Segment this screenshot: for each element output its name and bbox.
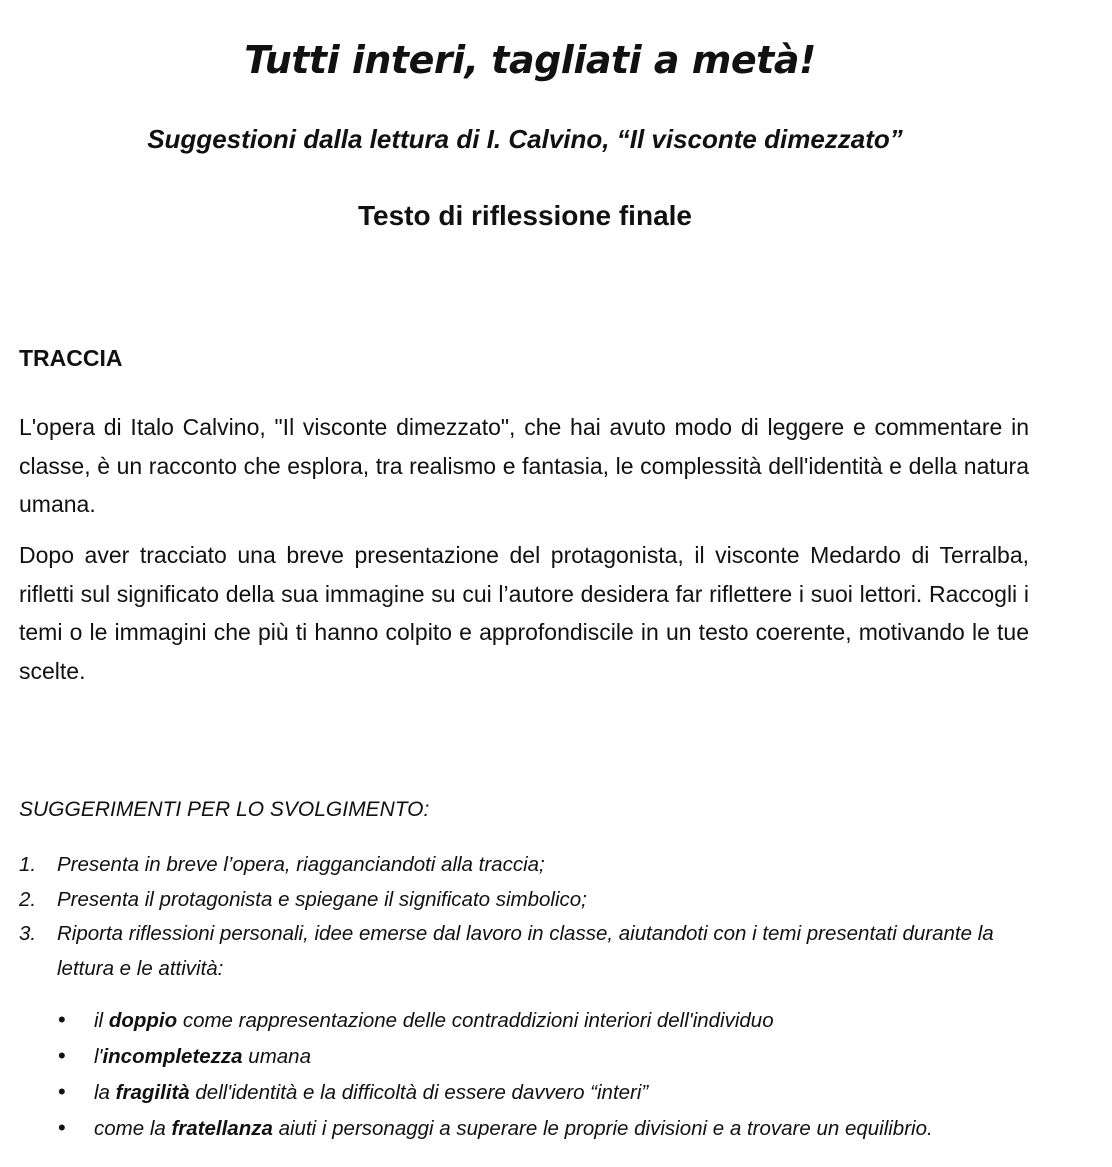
bullet-list-item bbox=[58, 1038, 1058, 1074]
traccia-label: TRACCIA bbox=[19, 345, 123, 371]
bullet-keyword: fratellanza bbox=[171, 1117, 273, 1140]
numbered-list-item bbox=[19, 848, 1029, 883]
suggestions-title: SUGGERIMENTI PER LO SVOLGIMENTO: bbox=[19, 798, 430, 821]
bullet-text-post: dell'identità e la difficoltà di essere davvero “interi” bbox=[189, 1081, 649, 1104]
bullet-icon: • bbox=[58, 1115, 66, 1140]
bullet-icon: • bbox=[58, 1079, 66, 1104]
bullet-text bbox=[94, 1003, 774, 1038]
bullet-text bbox=[94, 1111, 933, 1146]
bullet-icon: • bbox=[58, 1043, 66, 1068]
bullet-keyword: incompletezza bbox=[102, 1045, 243, 1068]
list-number: 1. bbox=[19, 853, 37, 876]
bullet-list-item bbox=[58, 1074, 1058, 1110]
bullet-list-item bbox=[58, 1110, 1058, 1146]
list-number: 3. bbox=[19, 922, 37, 945]
numbered-list-item bbox=[19, 883, 1029, 918]
bullet-text bbox=[94, 1039, 311, 1074]
bullet-text-post: come rappresentazione delle contraddizioni interiori dell'individuo bbox=[177, 1009, 774, 1032]
bullet-keyword: doppio bbox=[108, 1009, 178, 1032]
paragraph-intro: L'opera di Italo Calvino, "Il visconte dimezzato", che hai avuto modo di leggere e commentare in classe, è un racconto che esplora, tra realismo e fantasia, le complessità dell'identità e della natura umana. bbox=[19, 414, 1029, 517]
document-subtitle: Suggestioni dalla lettura di I. Calvino, “Il visconte dimezzato” bbox=[147, 124, 903, 154]
bullet-list bbox=[58, 1002, 1058, 1146]
bullet-text-post: aiuti i personaggi a superare le proprie divisioni e a trovare un equilibrio. bbox=[272, 1117, 933, 1140]
paragraph-instructions: Dopo aver tracciato una breve presentazione del protagonista, il visconte Medardo di Terralba, rifletti sul significato della sua immagine su cui l’autore desidera far riflettere i suoi lettori. Raccogli i temi o le immagini che più ti hanno colpito e approfondiscile in un testo coerente, motivando le tue scelte. bbox=[19, 542, 1029, 684]
bullet-list-item bbox=[58, 1002, 1058, 1038]
section-heading: Testo di riflessione finale bbox=[357, 200, 692, 231]
list-number: 2. bbox=[19, 887, 37, 911]
document-title: Tutti interi, tagliati a metà! bbox=[244, 38, 816, 82]
bullet-icon: • bbox=[58, 1007, 66, 1032]
list-item-text: Presenta in breve l’opera, riagganciandoti alla traccia; bbox=[57, 853, 545, 876]
bullet-keyword: fragilità bbox=[115, 1081, 190, 1104]
bullet-text-pre: la bbox=[94, 1081, 116, 1104]
bullet-text-post: umana bbox=[242, 1045, 311, 1068]
numbered-list bbox=[19, 848, 1029, 986]
list-item-text: Presenta il protagonista e spiegane il significato simbolico; bbox=[57, 887, 587, 911]
numbered-list-item bbox=[19, 917, 1029, 986]
bullet-text-pre: come la bbox=[94, 1117, 172, 1140]
bullet-text bbox=[94, 1075, 648, 1110]
list-item-text: Riporta riflessioni personali, idee emerse dal lavoro in classe, aiutandoti con i temi presentati durante la lettura e le attività: bbox=[57, 922, 994, 980]
bullet-text-pre: l' bbox=[94, 1045, 103, 1068]
bullet-text-pre: il bbox=[94, 1009, 109, 1032]
